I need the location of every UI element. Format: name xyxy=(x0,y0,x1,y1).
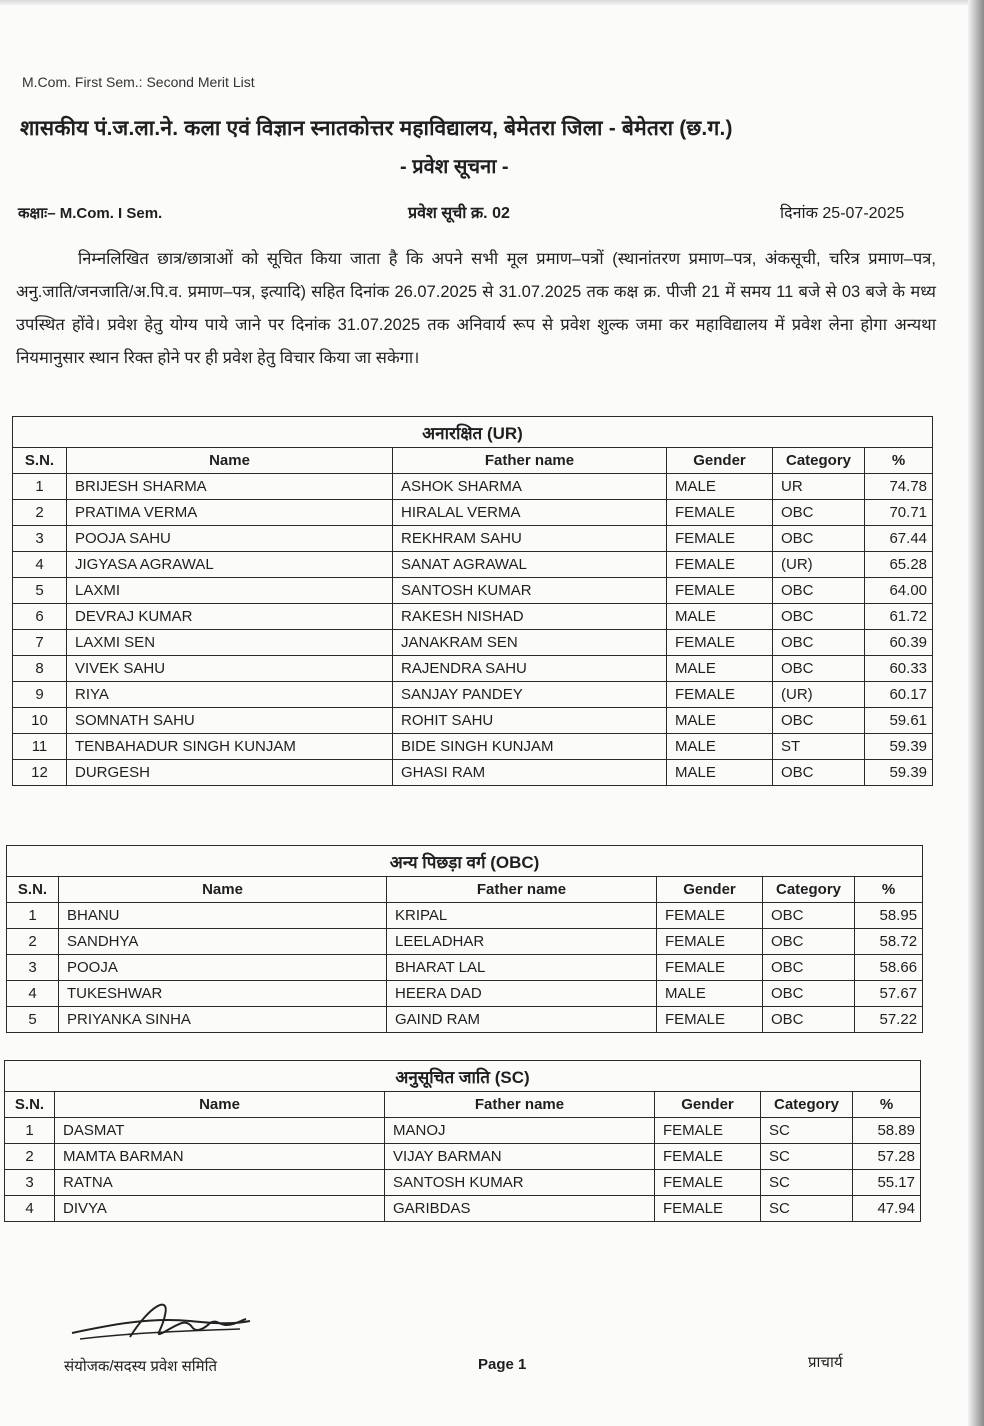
name-cell: DEVRAJ KUMAR xyxy=(67,604,393,630)
percent-cell: 67.44 xyxy=(865,526,933,552)
table-row xyxy=(13,526,933,552)
father-name-cell: LEELADHAR xyxy=(387,929,657,955)
father-name-cell: SANTOSH KUMAR xyxy=(393,578,667,604)
name-cell: POOJA SAHU xyxy=(67,526,393,552)
category-cell: (UR) xyxy=(773,552,865,578)
father-name-cell: GAIND RAM xyxy=(387,1007,657,1033)
father-name-cell: ASHOK SHARMA xyxy=(393,474,667,500)
percent-cell: 64.00 xyxy=(865,578,933,604)
percent-cell: 65.28 xyxy=(865,552,933,578)
percent-cell: 61.72 xyxy=(865,604,933,630)
column-header: Father name xyxy=(387,877,657,903)
father-name-cell: REKHRAM SAHU xyxy=(393,526,667,552)
gender-cell: FEMALE xyxy=(667,682,773,708)
table-row xyxy=(7,929,923,955)
page-number: Page 1 xyxy=(478,1356,527,1373)
category-cell: (UR) xyxy=(773,682,865,708)
category-cell: SC xyxy=(761,1170,853,1196)
column-header: Father name xyxy=(385,1092,655,1118)
table-row xyxy=(5,1170,921,1196)
table-row xyxy=(13,734,933,760)
name-cell: JIGYASA AGRAWAL xyxy=(67,552,393,578)
table-row xyxy=(13,760,933,786)
name-cell: LAXMI xyxy=(67,578,393,604)
category-cell: OBC xyxy=(773,526,865,552)
gender-cell: MALE xyxy=(657,981,763,1007)
category-cell: SC xyxy=(761,1144,853,1170)
percent-cell: 58.72 xyxy=(855,929,923,955)
table-row xyxy=(13,682,933,708)
name-cell: DURGESH xyxy=(67,760,393,786)
table-header-row xyxy=(5,1092,921,1118)
table-row xyxy=(5,1118,921,1144)
gender-cell: MALE xyxy=(667,656,773,682)
serial-cell: 1 xyxy=(13,474,67,500)
gender-cell: FEMALE xyxy=(667,526,773,552)
category-cell: OBC xyxy=(773,500,865,526)
category-cell: ST xyxy=(773,734,865,760)
college-title: शासकीय पं.ज.ला.ने. कला एवं विज्ञान स्नातकोत्तर महाविद्यालय, बेमेतरा जिला - बेमेतरा (छ.ग.) xyxy=(20,117,733,140)
name-cell: DASMAT xyxy=(55,1118,385,1144)
percent-cell: 58.66 xyxy=(855,955,923,981)
gender-cell: MALE xyxy=(667,604,773,630)
category-cell: OBC xyxy=(773,630,865,656)
gender-cell: FEMALE xyxy=(655,1170,761,1196)
notice-paragraph xyxy=(16,243,936,375)
table-row xyxy=(13,708,933,734)
table-row xyxy=(5,1196,921,1222)
category-cell: OBC xyxy=(773,760,865,786)
category-cell: OBC xyxy=(763,1007,855,1033)
notice-title: - प्रवेश सूचना - xyxy=(400,156,509,178)
percent-cell: 60.33 xyxy=(865,656,933,682)
percent-cell: 47.94 xyxy=(853,1196,921,1222)
name-cell: SOMNATH SAHU xyxy=(67,708,393,734)
table-caption: अनुसूचित जाति (SC) xyxy=(5,1061,921,1092)
table-row xyxy=(13,578,933,604)
gender-cell: FEMALE xyxy=(657,929,763,955)
table-header-row xyxy=(7,877,923,903)
table-row xyxy=(13,552,933,578)
table-row xyxy=(13,604,933,630)
column-header: S.N. xyxy=(5,1092,55,1118)
column-header: Gender xyxy=(667,448,773,474)
father-name-cell: MANOJ xyxy=(385,1118,655,1144)
category-cell: OBC xyxy=(773,578,865,604)
column-header: % xyxy=(865,448,933,474)
table-body xyxy=(7,903,923,1033)
percent-cell: 59.39 xyxy=(865,734,933,760)
serial-cell: 8 xyxy=(13,656,67,682)
percent-cell: 60.39 xyxy=(865,630,933,656)
page-edge xyxy=(0,0,984,6)
column-header: Name xyxy=(55,1092,385,1118)
percent-cell: 58.95 xyxy=(855,903,923,929)
table-row xyxy=(13,630,933,656)
percent-cell: 57.28 xyxy=(853,1144,921,1170)
name-cell: MAMTA BARMAN xyxy=(55,1144,385,1170)
name-cell: VIVEK SAHU xyxy=(67,656,393,682)
father-name-cell: SANTOSH KUMAR xyxy=(385,1170,655,1196)
serial-cell: 2 xyxy=(5,1144,55,1170)
gender-cell: FEMALE xyxy=(667,578,773,604)
father-name-cell: GARIBDAS xyxy=(385,1196,655,1222)
gender-cell: MALE xyxy=(667,474,773,500)
column-header: S.N. xyxy=(7,877,59,903)
gender-cell: FEMALE xyxy=(657,903,763,929)
merit-table-ur xyxy=(12,416,933,786)
gender-cell: FEMALE xyxy=(657,1007,763,1033)
percent-cell: 60.17 xyxy=(865,682,933,708)
name-cell: PRATIMA VERMA xyxy=(67,500,393,526)
table-row xyxy=(7,981,923,1007)
percent-cell: 59.61 xyxy=(865,708,933,734)
serial-cell: 10 xyxy=(13,708,67,734)
notice-date: दिनांक 25-07-2025 xyxy=(780,205,905,222)
percent-cell: 58.89 xyxy=(853,1118,921,1144)
page-edge xyxy=(968,0,984,1426)
father-name-cell: VIJAY BARMAN xyxy=(385,1144,655,1170)
category-cell: OBC xyxy=(773,604,865,630)
father-name-cell: RAKESH NISHAD xyxy=(393,604,667,630)
father-name-cell: SANJAY PANDEY xyxy=(393,682,667,708)
column-header: Name xyxy=(59,877,387,903)
name-cell: BHANU xyxy=(59,903,387,929)
merit-table-sc xyxy=(4,1060,921,1222)
category-cell: OBC xyxy=(773,708,865,734)
serial-cell: 3 xyxy=(13,526,67,552)
category-cell: OBC xyxy=(763,981,855,1007)
serial-cell: 9 xyxy=(13,682,67,708)
column-header: Category xyxy=(773,448,865,474)
table-body xyxy=(13,474,933,786)
gender-cell: FEMALE xyxy=(667,630,773,656)
committee-signature-label: संयोजक/सदस्य प्रवेश समिति xyxy=(64,1358,218,1375)
name-cell: DIVYA xyxy=(55,1196,385,1222)
name-cell: RATNA xyxy=(55,1170,385,1196)
category-cell: UR xyxy=(773,474,865,500)
column-header: Gender xyxy=(655,1092,761,1118)
category-cell: OBC xyxy=(763,929,855,955)
category-cell: SC xyxy=(761,1196,853,1222)
merit-table-obc xyxy=(6,845,923,1033)
name-cell: SANDHYA xyxy=(59,929,387,955)
serial-cell: 12 xyxy=(13,760,67,786)
serial-cell: 3 xyxy=(7,955,59,981)
serial-cell: 7 xyxy=(13,630,67,656)
gender-cell: FEMALE xyxy=(657,955,763,981)
class-label: कक्षाः– M.Com. I Sem. xyxy=(18,205,163,222)
father-name-cell: RAJENDRA SAHU xyxy=(393,656,667,682)
father-name-cell: SANAT AGRAWAL xyxy=(393,552,667,578)
father-name-cell: HIRALAL VERMA xyxy=(393,500,667,526)
column-header: Name xyxy=(67,448,393,474)
gender-cell: FEMALE xyxy=(655,1144,761,1170)
gender-cell: MALE xyxy=(667,708,773,734)
name-cell: PRIYANKA SINHA xyxy=(59,1007,387,1033)
gender-cell: FEMALE xyxy=(667,552,773,578)
table-row xyxy=(7,955,923,981)
percent-cell: 57.22 xyxy=(855,1007,923,1033)
list-number: प्रवेश सूची क्र. 02 xyxy=(408,205,510,222)
name-cell: TUKESHWAR xyxy=(59,981,387,1007)
table-row xyxy=(5,1144,921,1170)
serial-cell: 2 xyxy=(7,929,59,955)
serial-cell: 4 xyxy=(5,1196,55,1222)
gender-cell: FEMALE xyxy=(667,500,773,526)
percent-cell: 55.17 xyxy=(853,1170,921,1196)
principal-signature-label: प्राचार्य xyxy=(808,1354,843,1371)
father-name-cell: HEERA DAD xyxy=(387,981,657,1007)
table-body xyxy=(5,1118,921,1222)
table-row xyxy=(13,500,933,526)
gender-cell: MALE xyxy=(667,734,773,760)
father-name-cell: JANAKRAM SEN xyxy=(393,630,667,656)
gender-cell: FEMALE xyxy=(655,1118,761,1144)
name-cell: RIYA xyxy=(67,682,393,708)
serial-cell: 5 xyxy=(7,1007,59,1033)
serial-cell: 4 xyxy=(13,552,67,578)
column-header: Gender xyxy=(657,877,763,903)
gender-cell: FEMALE xyxy=(655,1196,761,1222)
document-label: M.Com. First Sem.: Second Merit List xyxy=(22,74,255,90)
serial-cell: 1 xyxy=(7,903,59,929)
column-header: % xyxy=(853,1092,921,1118)
father-name-cell: BIDE SINGH KUNJAM xyxy=(393,734,667,760)
name-cell: LAXMI SEN xyxy=(67,630,393,656)
table-row xyxy=(13,656,933,682)
category-cell: SC xyxy=(761,1118,853,1144)
category-cell: OBC xyxy=(763,955,855,981)
name-cell: TENBAHADUR SINGH KUNJAM xyxy=(67,734,393,760)
table-caption: अनारक्षित (UR) xyxy=(13,417,933,448)
column-header: Category xyxy=(763,877,855,903)
percent-cell: 57.67 xyxy=(855,981,923,1007)
name-cell: BRIJESH SHARMA xyxy=(67,474,393,500)
father-name-cell: KRIPAL xyxy=(387,903,657,929)
column-header: % xyxy=(855,877,923,903)
table-header-row xyxy=(13,448,933,474)
table-row xyxy=(7,903,923,929)
father-name-cell: ROHIT SAHU xyxy=(393,708,667,734)
category-cell: OBC xyxy=(763,903,855,929)
percent-cell: 74.78 xyxy=(865,474,933,500)
percent-cell: 59.39 xyxy=(865,760,933,786)
column-header: S.N. xyxy=(13,448,67,474)
serial-cell: 5 xyxy=(13,578,67,604)
gender-cell: MALE xyxy=(667,760,773,786)
serial-cell: 4 xyxy=(7,981,59,1007)
table-row xyxy=(7,1007,923,1033)
serial-cell: 1 xyxy=(5,1118,55,1144)
father-name-cell: GHASI RAM xyxy=(393,760,667,786)
category-cell: OBC xyxy=(773,656,865,682)
name-cell: POOJA xyxy=(59,955,387,981)
column-header: Category xyxy=(761,1092,853,1118)
serial-cell: 3 xyxy=(5,1170,55,1196)
serial-cell: 6 xyxy=(13,604,67,630)
serial-cell: 2 xyxy=(13,500,67,526)
percent-cell: 70.71 xyxy=(865,500,933,526)
serial-cell: 11 xyxy=(13,734,67,760)
signature-graphic xyxy=(70,1295,260,1355)
table-caption: अन्य पिछड़ा वर्ग (OBC) xyxy=(7,846,923,877)
table-row xyxy=(13,474,933,500)
father-name-cell: BHARAT LAL xyxy=(387,955,657,981)
notice-body: निम्नलिखित छात्र/छात्राओं को सूचित किया जाता है कि अपने सभी मूल प्रमाण–पत्रों (स्थानांतरण प्रमाण–पत्र, अंकसूची, चरित्र प्रमाण–पत्र, अनु.जाति/जनजाति/अ.पि.व. प्रमाण–पत्र, इत्यादि) सहित दिनांक 26.07.2025 से 31.07.2025 तक कक्ष क्र. पीजी 21 में समय 11 बजे से 03 बजे के मध्य उपस्थित होंवे। प्रवेश हेतु योग्य पाये जाने पर दिनांक 31.07.2025 तक अनिवार्य रूप से प्रवेश शुल्क जमा कर महाविद्यालय में प्रवेश लेना होगा अन्यथा नियमानुसार स्थान रिक्त होने पर ही प्रवेश हेतु विचार किया जा सकेगा। xyxy=(16,250,936,367)
column-header: Father name xyxy=(393,448,667,474)
